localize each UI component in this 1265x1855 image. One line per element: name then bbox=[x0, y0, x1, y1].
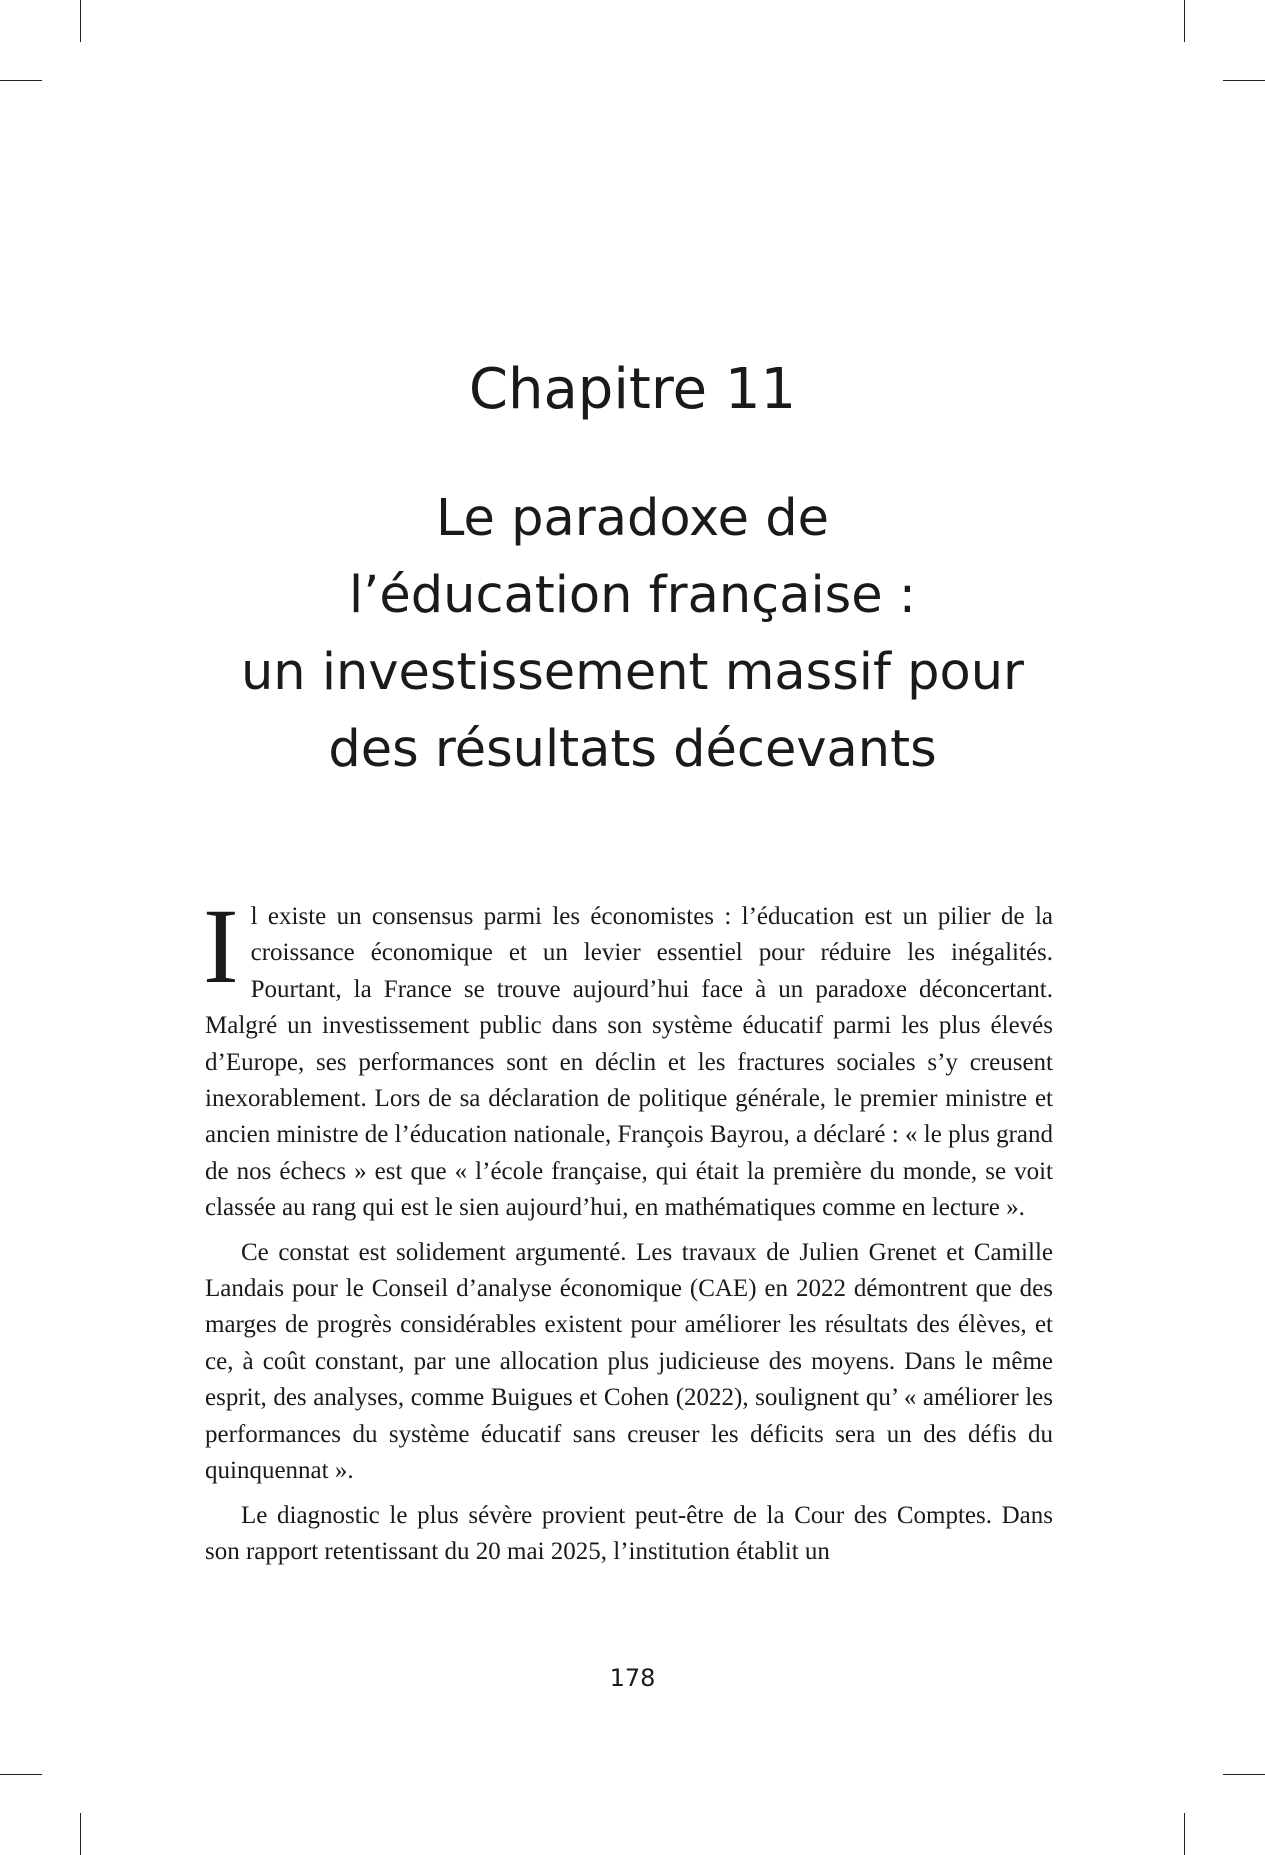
chapter-body bbox=[203, 888, 1053, 1578]
chapter-title-line: un investissement massif pour bbox=[240, 643, 1025, 702]
chapter-title bbox=[150, 480, 1115, 788]
chapter-label: Chapitre 11 bbox=[468, 357, 797, 422]
crop-mark-bottom-left-horizontal bbox=[0, 1774, 42, 1775]
chapter-title-line: des résultats décevants bbox=[328, 720, 937, 779]
drop-cap: I bbox=[203, 888, 239, 1006]
chapter-title-line: Le paradoxe de bbox=[436, 489, 829, 548]
paragraph: Le diagnostic le plus sévère provient peut-être de la Cour des Comptes. Dans son rapport retentissant du 20 mai 2025, l’institution établit un bbox=[205, 1501, 1053, 1565]
crop-mark-top-left-vertical bbox=[80, 0, 81, 42]
crop-mark-bottom-left-vertical bbox=[80, 1813, 81, 1855]
crop-mark-top-right-horizontal bbox=[1223, 80, 1265, 81]
chapter-title-line: l’éducation française : bbox=[349, 566, 916, 625]
crop-mark-top-left-horizontal bbox=[0, 80, 42, 81]
paragraph-text: l existe un consensus parmi les économistes : l’éducation est un pilier de la croissance économique et un levier essentiel pour réduire les inégalités. Pourtant, la France se trouve aujourd’hui face à un paradoxe déconcertant. Malgré un investissement public dans son système éducatif parmi les plus élevés d’Europe, ses performances sont en déclin et les fractures sociales s’y creusent inexorablement. Lors de sa déclaration de politique générale, le premier ministre et ancien ministre de l’éducation nationale, François Bayrou, a déclaré : « le plus grand de nos échecs » est que « l’école française, qui était la première du monde, se voit classée au rang qui est le sien aujourd’hui, en mathématiques comme en lecture ». bbox=[205, 903, 1053, 1222]
crop-mark-bottom-right-horizontal bbox=[1223, 1774, 1265, 1775]
paragraph bbox=[203, 888, 1053, 1227]
crop-mark-bottom-right-vertical bbox=[1184, 1813, 1185, 1855]
paragraph: Ce constat est solidement argumenté. Les travaux de Julien Grenet et Camille Landais pour le Conseil d’analyse économique (CAE) en 2022 démontrent que des marges de progrès considérables existent pour améliorer les résultats des élèves, et ce, à coût constant, par une allocation plus judicieuse des moyens. Dans le même esprit, des analyses, comme Buigues et Cohen (2022), soulignent qu’ « améliorer les performances du système éducatif sans creuser les déficits sera un des défis du quinquennat ». bbox=[205, 1238, 1053, 1485]
page-number: 178 bbox=[609, 1664, 656, 1692]
crop-mark-top-right-vertical bbox=[1184, 0, 1185, 42]
